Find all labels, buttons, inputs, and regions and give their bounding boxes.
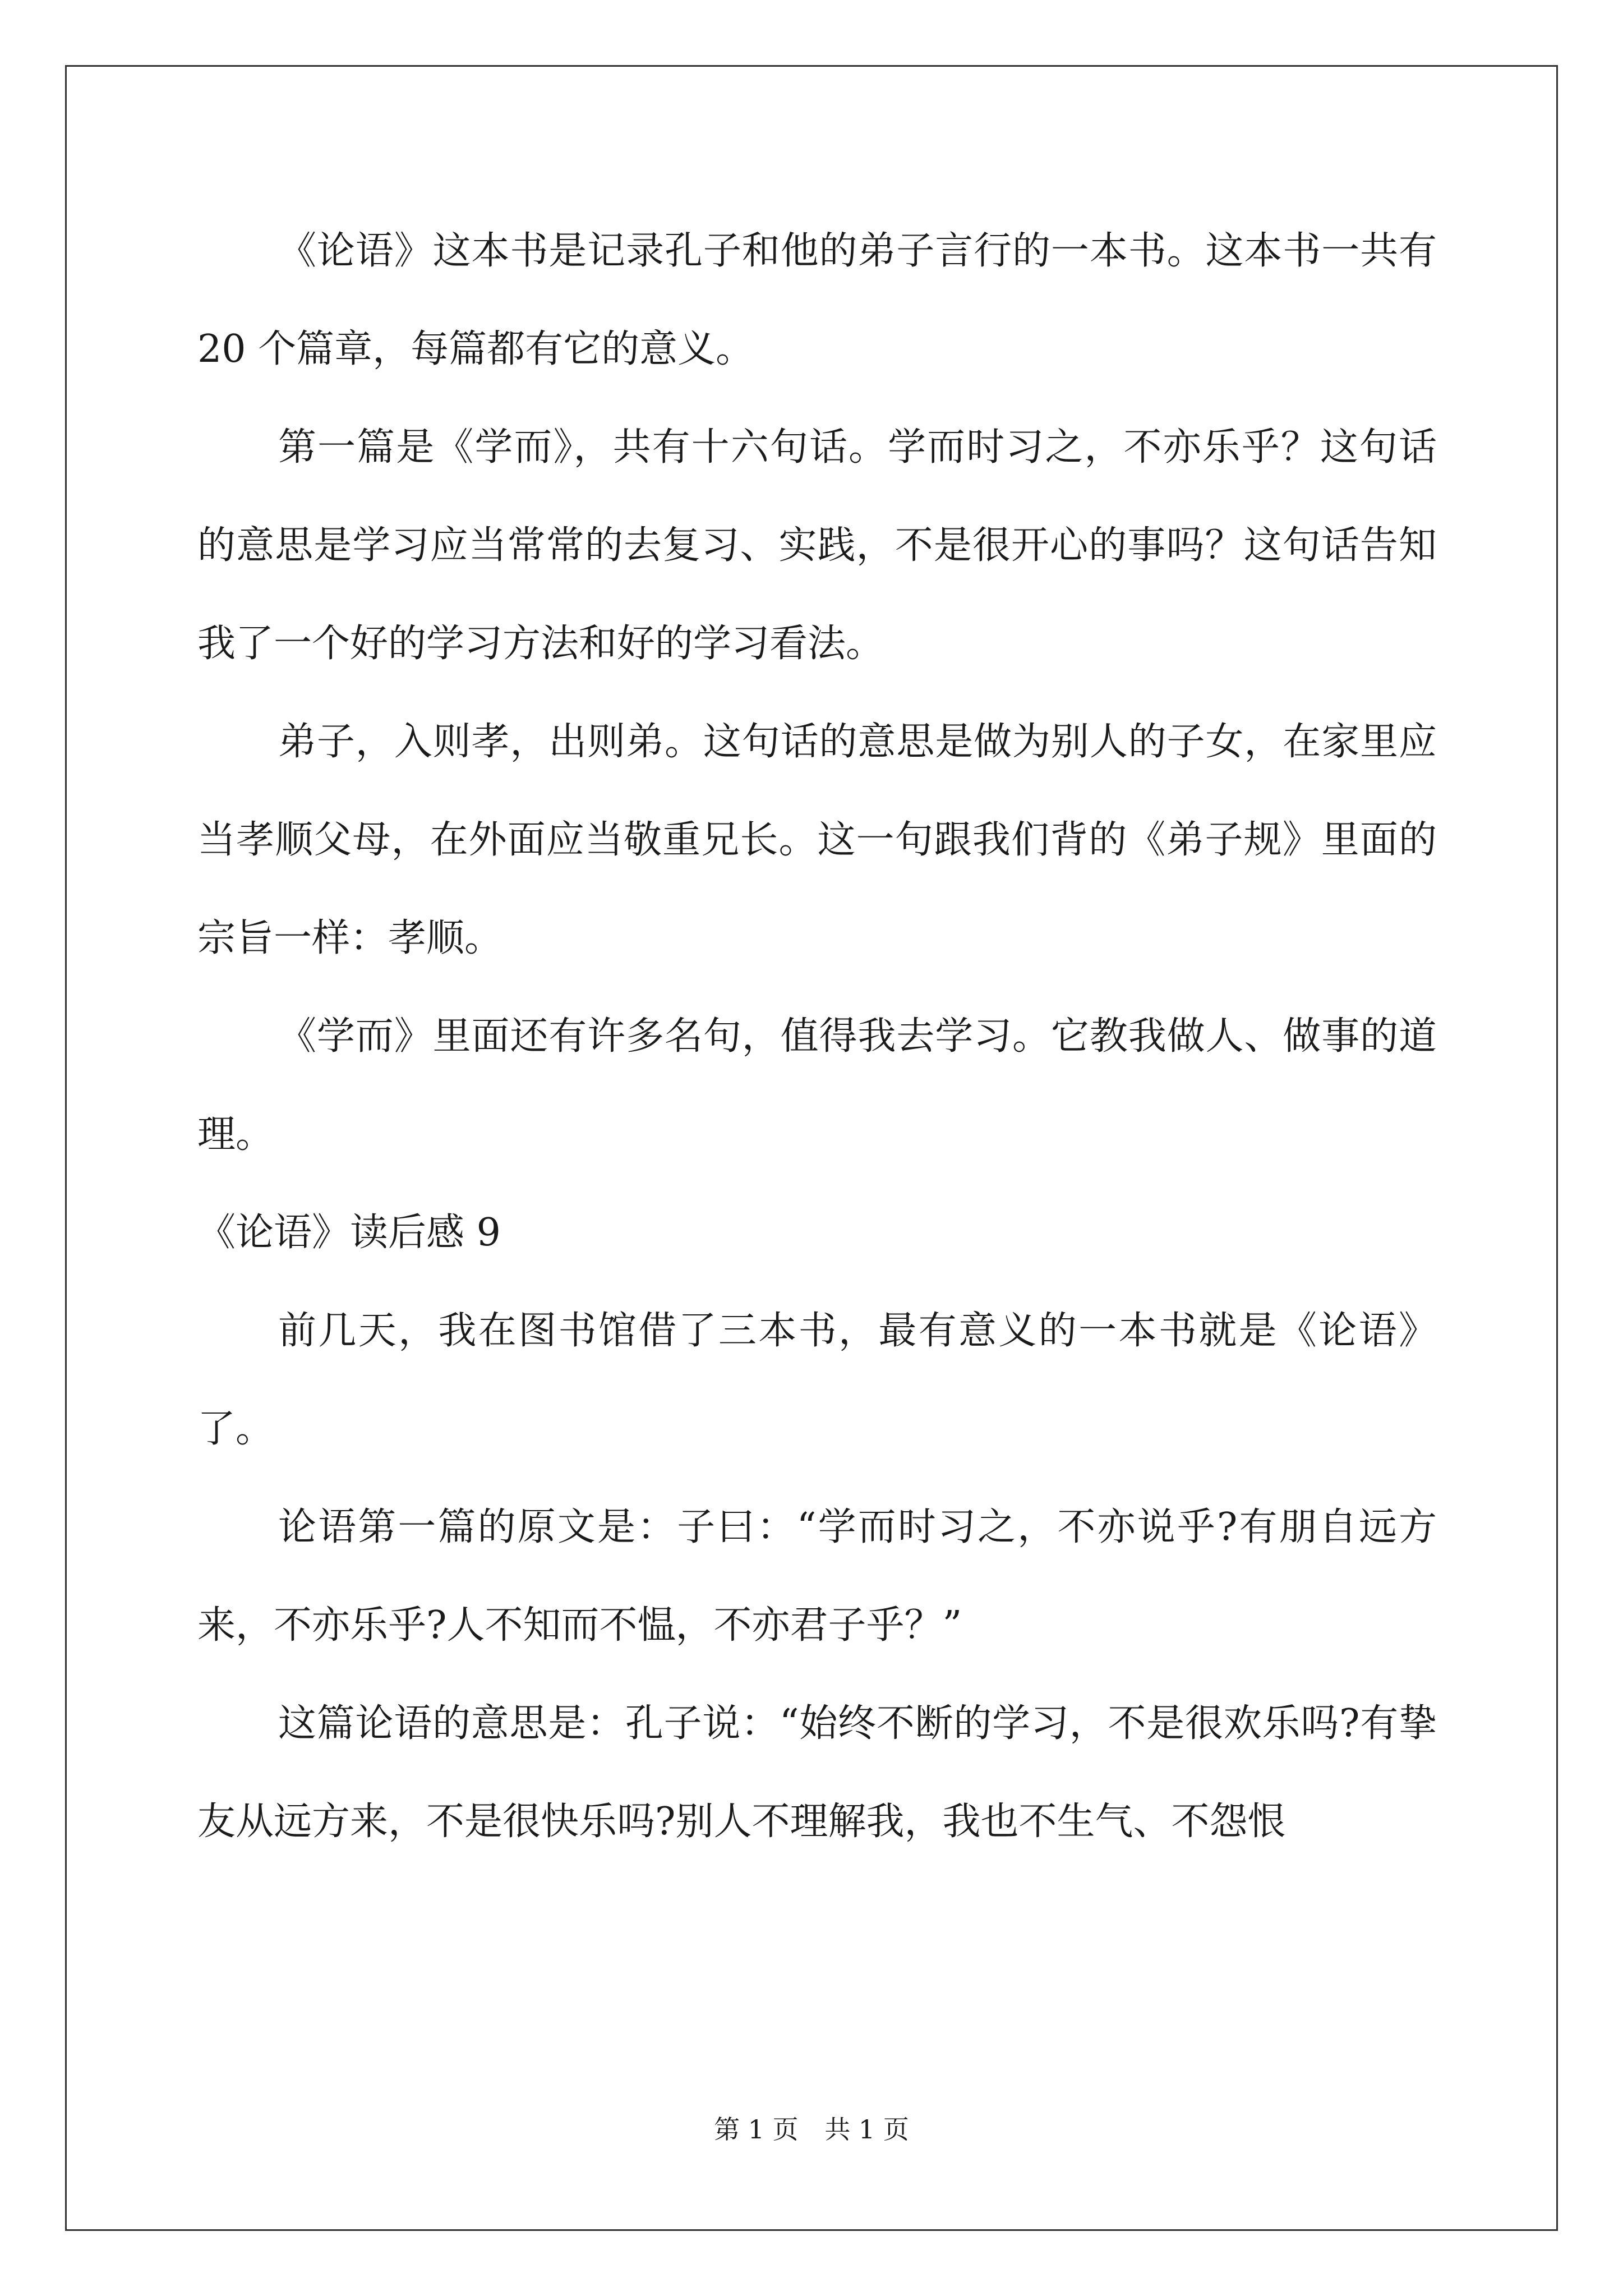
paragraph: 《论语》这本书是记录孔子和他的弟子言行的一本书。这本书一共有 20 个篇章，每篇都有它的意义。: [197, 229, 1437, 371]
paragraph: 第一篇是《学而》，共有十六句话。学而时习之，不亦乐乎？这句话的意思是学习应当常常的去复习、实践，不是很开心的事吗？这句话告知我了一个好的学习方法和好的学习看法。: [197, 425, 1437, 666]
paragraph: 弟子，入则孝，出则弟。这句话的意思是做为别人的子女，在家里应当孝顺父母，在外面应当敬重兄长。这一句跟我们背的《弟子规》里面的宗旨一样：孝顺。: [197, 720, 1437, 960]
paragraph: 论语第一篇的原文是：子曰：“学而时习之，不亦说乎?有朋自远方来，不亦乐乎?人不知而不愠，不亦君子乎？”: [197, 1505, 1437, 1648]
document-body: [197, 202, 1437, 1871]
page-number: 第 1 页: [714, 2114, 799, 2145]
page-footer: [0, 2109, 1623, 2146]
paragraph: 这篇论语的意思是：孔子说：“始终不断的学习，不是很欢乐吗?有挚友从远方来，不是很快乐吗?别人不理解我，我也不生气、不怨恨: [197, 1701, 1437, 1844]
paragraph: 《学而》里面还有许多名句，值得我去学习。它教我做人、做事的道理。: [197, 1014, 1437, 1157]
section-heading: 《论语》读后感 9: [197, 1211, 501, 1255]
page-count: 共 1 页: [824, 2114, 909, 2145]
paragraph: 前几天，我在图书馆借了三本书，最有意义的一本书就是《论语》了。: [197, 1309, 1437, 1451]
